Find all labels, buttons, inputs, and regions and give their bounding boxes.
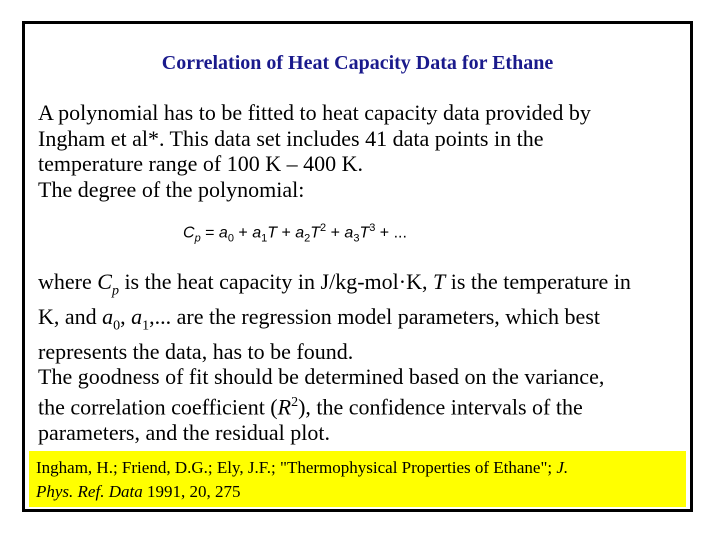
text-run: ), the confidence intervals of the bbox=[298, 394, 583, 420]
text-run: is the heat capacity in J/kg-mol·K, bbox=[118, 269, 433, 294]
journal-name: Phys. Ref. Data bbox=[36, 482, 143, 501]
intro-line: A polynomial has to be fitted to heat capacity data provided by bbox=[38, 100, 591, 125]
reference-line bbox=[36, 456, 679, 480]
eq-a0-sub: 0 bbox=[227, 232, 234, 245]
body-line bbox=[38, 390, 688, 420]
eq-t3-sup: 3 bbox=[369, 222, 376, 234]
eq-a2-sub: 2 bbox=[304, 232, 311, 245]
text-run: the correlation coefficient ( bbox=[38, 394, 278, 420]
eq-cp: C bbox=[183, 224, 195, 242]
eq-t1: T bbox=[267, 224, 277, 242]
body-paragraph bbox=[38, 269, 688, 445]
polynomial-equation bbox=[183, 222, 407, 245]
eq-cp-sub: p bbox=[194, 232, 201, 245]
body-line bbox=[38, 269, 688, 304]
var-a0-sub: 0 bbox=[113, 318, 121, 334]
var-a1-sub: 1 bbox=[142, 318, 150, 334]
text-run: , bbox=[120, 303, 132, 329]
text-run: K, and bbox=[38, 303, 103, 329]
var-a1: a bbox=[131, 303, 143, 329]
var-r-sup: 2 bbox=[291, 394, 299, 410]
body-line: parameters, and the residual plot. bbox=[38, 419, 331, 445]
eq-t3: T bbox=[359, 224, 370, 242]
var-a0: a bbox=[102, 303, 114, 329]
eq-a3: a bbox=[344, 224, 354, 242]
var-t: T bbox=[432, 269, 446, 294]
eq-t2-sup: 2 bbox=[320, 222, 327, 234]
var-cp: C bbox=[97, 269, 112, 294]
var-r: R bbox=[277, 394, 292, 420]
eq-plus: + bbox=[326, 224, 345, 242]
text-run: 1991, 20, 275 bbox=[142, 482, 241, 501]
reference-box bbox=[29, 451, 686, 507]
body-line bbox=[38, 304, 688, 339]
eq-plus: + bbox=[233, 224, 253, 242]
eq-equals: = bbox=[200, 224, 219, 242]
eq-a0: a bbox=[218, 224, 228, 242]
text-run: ,... are the regression model parameters, which best bbox=[149, 303, 600, 329]
intro-line: Ingham et al*. This data set includes 41 data points in the bbox=[38, 125, 544, 151]
text-run: where bbox=[38, 269, 98, 294]
eq-a1: a bbox=[252, 224, 262, 242]
intro-line: The degree of the polynomial: bbox=[38, 176, 305, 202]
eq-a3-sub: 3 bbox=[353, 232, 360, 245]
var-cp-sub: p bbox=[111, 283, 119, 299]
eq-tail: + ... bbox=[375, 224, 407, 242]
eq-a2: a bbox=[295, 224, 305, 242]
body-line: represents the data, has to be found. bbox=[38, 338, 354, 364]
reference-line bbox=[36, 480, 679, 504]
journal-name: J. bbox=[556, 458, 569, 477]
eq-t2: T bbox=[310, 224, 321, 242]
slide-title: Correlation of Heat Capacity Data for Ethane bbox=[161, 52, 554, 74]
text-run: is the temperature in bbox=[445, 269, 631, 294]
intro-paragraph bbox=[38, 100, 688, 202]
eq-a1-sub: 1 bbox=[261, 232, 268, 245]
intro-line: temperature range of 100 K – 400 K. bbox=[38, 151, 364, 176]
slide-frame bbox=[22, 21, 693, 512]
text-run: Ingham, H.; Friend, D.G.; Ely, J.F.; "Thermophysical Properties of Ethane"; bbox=[36, 458, 557, 477]
eq-plus: + bbox=[277, 224, 296, 242]
body-line: The goodness of fit should be determined based on the variance, bbox=[38, 364, 605, 390]
